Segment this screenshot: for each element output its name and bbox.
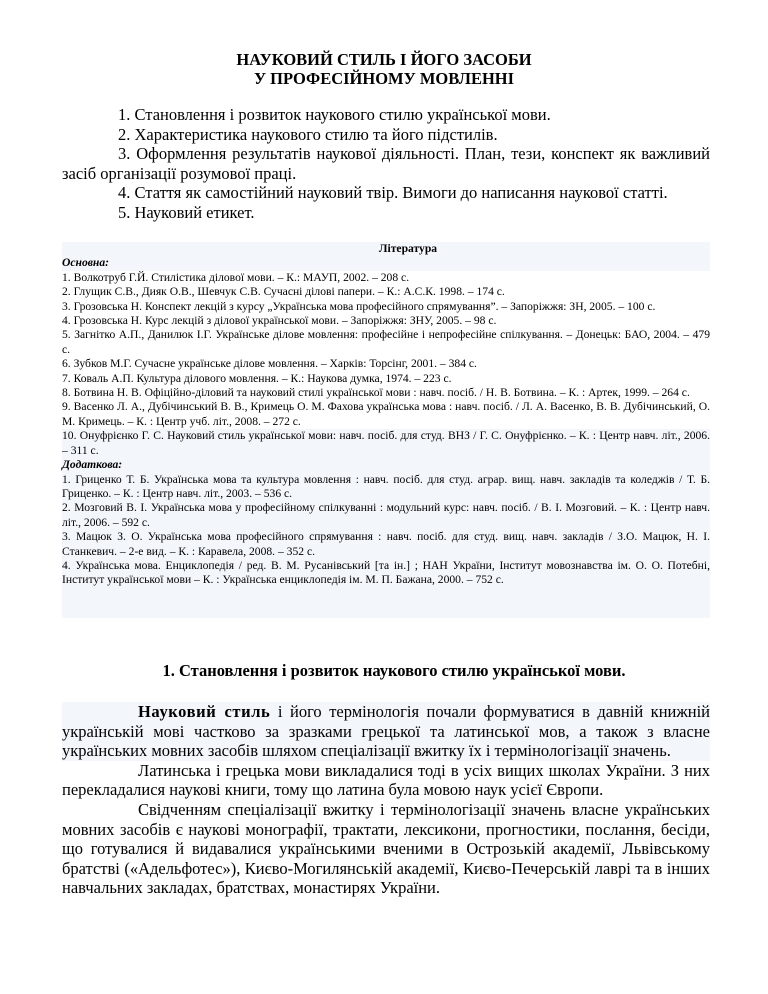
plan-item: 3. Оформлення результатів наукової діяльності. План, тези, конспект як важливий засіб організації розумової праці.: [62, 144, 710, 183]
additional-literature-label: Додаткова:: [62, 458, 123, 472]
literature-item: 10. Онуфрієнко Г. С. Науковий стиль української мови: навч. посіб. для студ. ВНЗ / Г. С. Онуфрієнко. – К. : Центр навч. літ., 2006. – 311 с.: [62, 429, 710, 457]
plan-item: 4. Стаття як самостійний науковий твір. Вимоги до написання наукової статті.: [118, 183, 668, 203]
section-body: [62, 702, 710, 898]
document-title-line2: У ПРОФЕСІЙНОМУ МОВЛЕННІ: [253, 69, 515, 88]
section-heading: 1. Становлення і розвиток наукового стилю української мови.: [162, 661, 626, 680]
literature-item: 9. Васенко Л. А., Дубічинський В. В., Кримець О. М. Фахова українська мова : навч. посіб. / Л. А. Васенко, В. В. Дубічинський, О. М. Кримець. – К. : Центр учб. літ., 2008. – 272 с.: [62, 400, 710, 428]
additional-literature-item: 1. Гриценко Т. Б. Українська мова та культура мовлення : навч. посіб. для студ. аграр. вищ. навч. закладів та коледжів / Т. Б. Гриценко. – К. : Центр навч. літ., 2003. – 536 с.: [62, 472, 710, 500]
literature-item: 4. Грозовська Н. Курс лекцій з ділової української мови. – Запоріжжя: ЗНУ, 2005. – 98 с.: [62, 314, 497, 328]
additional-literature-item: 3. Мацюк З. О. Українська мова професійного спрямування : навч. посіб. для студ. вищ. навч. закладів / З.О. Мацюк, Н. І. Станкевич. – 2-е вид. – К. : Каравела, 2008. – 352 с.: [62, 530, 710, 558]
literature-item: 7. Коваль А.П. Культура ділового мовлення. – К.: Наукова думка, 1974. – 223 с.: [62, 371, 452, 385]
additional-literature-item: 2. Мозговий В. І. Українська мова у професійному спілкуванні : модульний курс: навч. посіб. / В. І. Мозговий. – К. : Центр навч. літ., 2006. – 592 с.: [62, 501, 710, 529]
plan-item: 5. Науковий етикет.: [118, 202, 255, 222]
literature-header-area: [62, 242, 710, 271]
paragraph-text: і його термінологія почали формуватися в давній книжній українській мові частково за зразками грецької та латинської мов, а також з власне українських мовних засобів шляхом спеціалізації вжитку їх і термінологізації значень.: [62, 702, 710, 761]
literature-item: 1. Волкотруб Г.Й. Стилістика ділової мови. – К.: МАУП, 2002. – 208 с.: [62, 270, 410, 284]
term-bold: Науковий стиль: [138, 702, 271, 721]
literature-block: [62, 242, 710, 618]
main-literature-label: Основна:: [62, 256, 110, 270]
body-paragraph: Латинська і грецька мови викладалися тоді в усіх вищих школах України. З них перекладалися наукові книги, тому що латина була мовою наук усієї Європи.: [62, 760, 710, 800]
literature-heading: Література: [378, 242, 438, 255]
document-title-line1: НАУКОВИЙ СТИЛЬ І ЙОГО ЗАСОБИ: [236, 50, 532, 69]
literature-item: 6. Зубков М.Г. Сучасне українське ділове мовлення. – Харків: Торсінг, 2001. – 384 с.: [62, 357, 477, 371]
plan-item: 2. Характеристика наукового стилю та його підстилів.: [118, 124, 498, 144]
additional-literature-item: 4. Українська мова. Енциклопедія / ред. В. М. Русанівський [та ін.] ; НАН України, Інститут мовознавства ім. О. О. Потебні, Інститут української мови – К. : Українська енциклопедія ім. М. П. Бажана, 2000. – 752 с.: [62, 558, 710, 587]
shade-spacer: [62, 588, 710, 618]
plan-item: 1. Становлення і розвиток наукового стилю української мови.: [118, 105, 551, 124]
literature-item: 8. Ботвина Н. В. Офіційно-діловий та науковий стилі української мови : навч. посіб. / Н. В. Ботвина. – К. : Артек, 1999. – 264 с.: [62, 386, 690, 400]
literature-item: 5. Загнітко А.П., Данилюк І.Г. Українське ділове мовлення: професійне і непрофесійне спілкування. – Донецьк: БАО, 2004. – 479 с.: [62, 328, 710, 356]
literature-item: 3. Грозовська Н. Конспект лекцій з курсу „Українська мова професійного спрямування”. – Запоріжжя: ЗН, 2005. – 100 с.: [62, 299, 656, 313]
literature-shaded-area: [62, 429, 710, 617]
body-paragraph: Свідченням спеціалізації вжитку і термінологізації значень власне українських мовних засобів є наукові монографії, трактати, лексикони, прогностики, послання, бесіди, що готувалися й видавалися українськими вченими в Острозькій академії, Львівському братстві («Адельфотес»), Києво-Могилянській академії, Києво-Печерській лаврі та в інших навчальних закладах, братствах, монастирях України.: [62, 799, 710, 898]
body-paragraph: [62, 702, 710, 761]
literature-item: 2. Глущик С.В., Дияк О.В., Шевчук С.В. Сучасні ділові папери. – К.: А.С.К. 1998. – 174 с.: [62, 285, 505, 299]
lecture-plan: [62, 105, 710, 223]
